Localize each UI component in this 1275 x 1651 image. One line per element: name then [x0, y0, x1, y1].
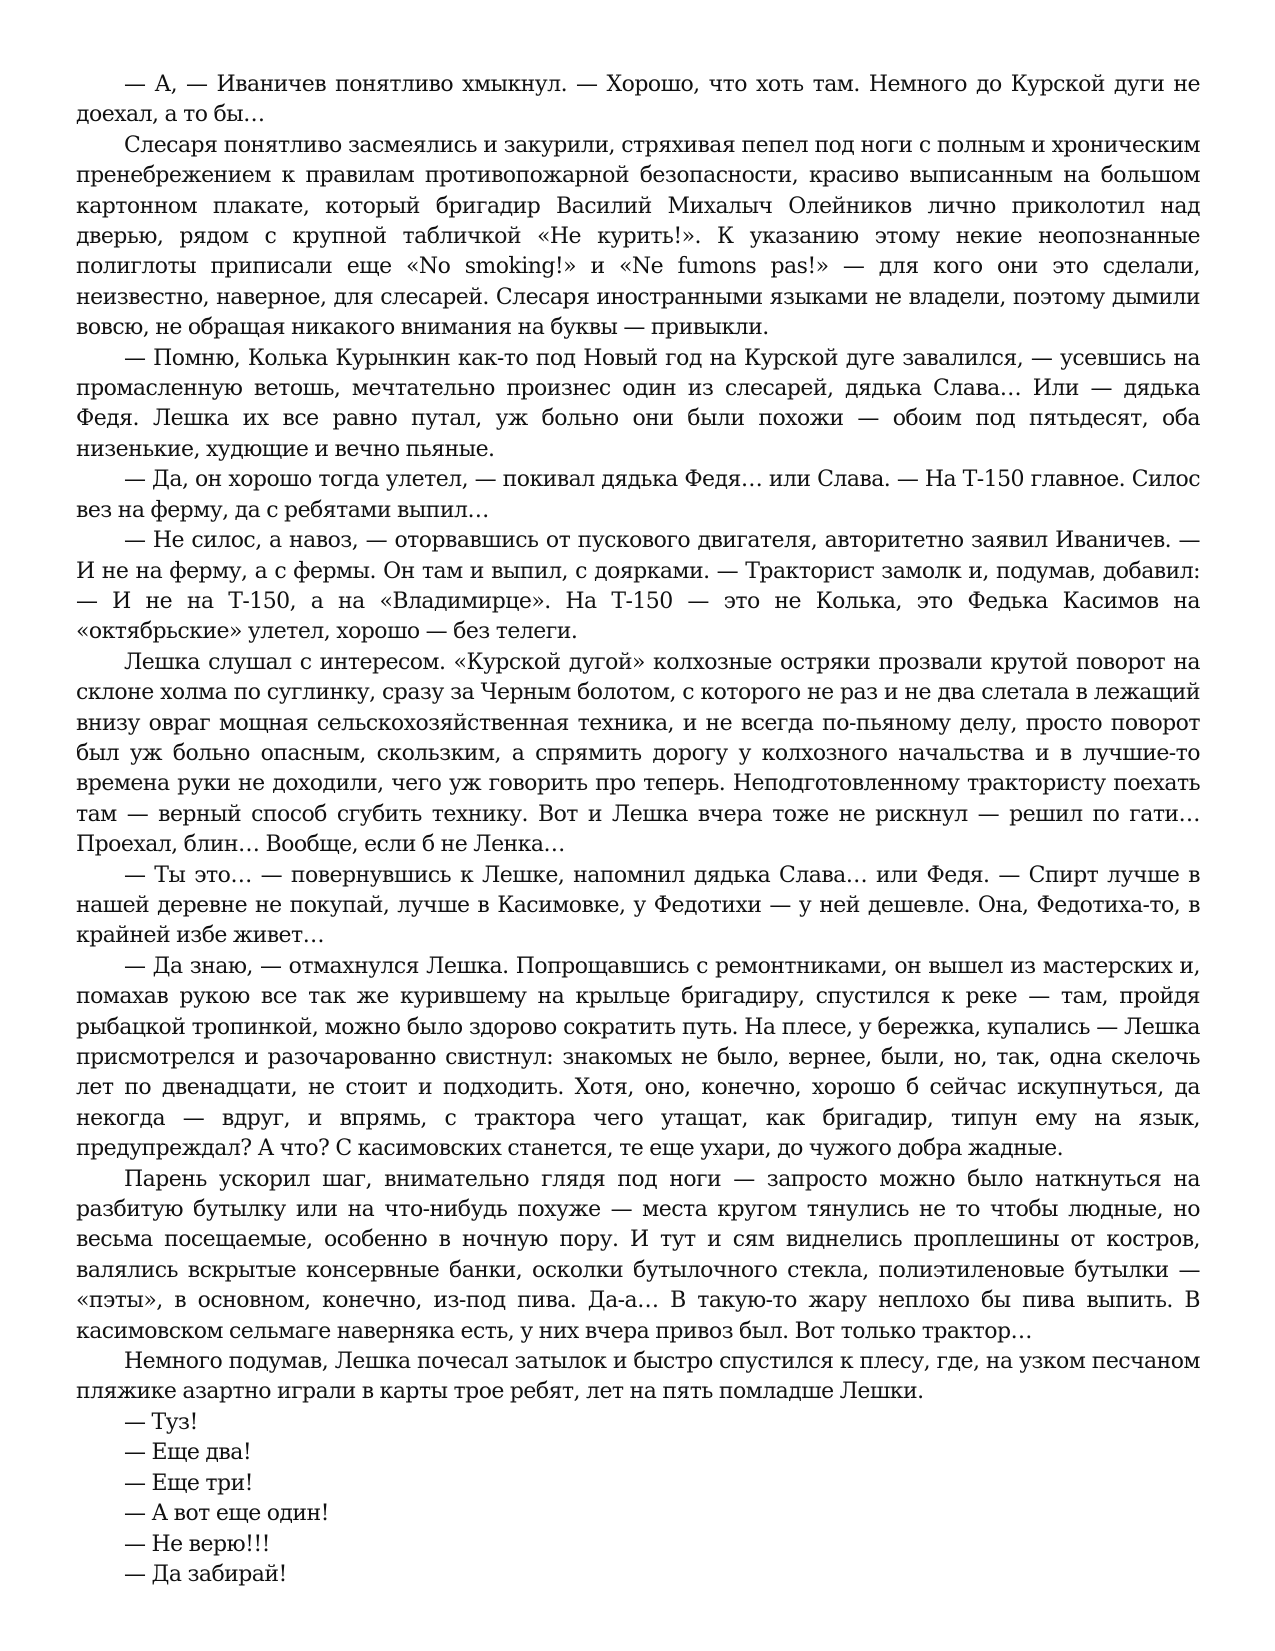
paragraph: — Ты это… — повернувшись к Лешке, напомнил дядька Слава… или Федя. — Спирт лучше в нашей деревне не покупай, лучше в Касимовке, у Федотихи — у ней дешевле. Она, Федотиха-то, в крайней избе живет…: [76, 862, 1200, 949]
paragraph: — Помню, Колька Курынкин как-то под Новый год на Курской дуге завалился, — усевшись на промасленную ветошь, мечтательно произнес один из слесарей, дядька Слава… Или — дядька Федя. Лешка их все равно путал, уж больно они были похожи — обоим под пятьдесят, оба низенькие, худющие и вечно пьяные.: [76, 345, 1200, 462]
dialogue-line: — Еще два!: [124, 1440, 252, 1466]
paragraph: Слесаря понятливо засмеялись и закурили, стряхивая пепел под ноги с полным и хроническим пренебрежением к правилам противопожарной безопасности, красиво выписанным на большом картонном плакате, который бригадир Василий Михалыч Олейников лично приколотил над дверью, рядом с крупной табличкой «Не курить!». К указанию этому некие неопознанные полиглоты приписали еще «No smoking!» и «Ne fumons pas!» — для кого они это сделали, неизвестно, наверное, для слесарей. Слесаря иностранными языками не владели, поэтому дымили вовсю, не обращая никакого внимания на буквы — привыкли.: [76, 132, 1200, 341]
paragraph: — Да, он хорошо тогда улетел, — покивал дядька Федя… или Слава. — На Т-150 главное. Силос вез на ферму, да с ребятами выпил…: [76, 467, 1200, 523]
paragraph: Парень ускорил шаг, внимательно глядя под ноги — запросто можно было наткнуться на разбитую бутылку или на что-нибудь похуже — места кругом тянулись не то чтобы людные, но весьма посещаемые, особенно в ночную пору. И тут и сям виднелись проплешины от костров, валялись вскрытые консервные банки, осколки бутылочного стекла, полиэтиленовые бутылки — «пэты», в основном, конечно, из-под пива. Да-а… В такую-то жару неплохо бы пива выпить. В касимовском сельмаге наверняка есть, у них вчера привоз был. Вот только трактор…: [76, 1166, 1200, 1344]
paragraph: Лешка слушал с интересом. «Курской дугой» колхозные остряки прозвали крутой поворот на склоне холма по суглинку, сразу за Черным болотом, с которого не раз и не два слетала в лежащий внизу овраг мощная сельскохозяйственная техника, и не всегда по-пьяному делу, просто поворот был уж больно опасным, скользким, а спрямить дорогу у колхозного начальства и в лучшие-то времена руки не доходили, чего уж говорить про теперь. Неподготовленному трактористу поехать там — верный способ сгубить технику. Вот и Лешка вчера тоже не рискнул — решил по гати… Проехал, блин… Вообще, если б не Ленка…: [76, 649, 1200, 858]
paragraph: — Не силос, а навоз, — оторвавшись от пускового двигателя, авторитетно заявил Иваничев. — И не на ферму, а с фермы. Он там и выпил, с доярками. — Тракторист замолк и, подумав, добавил: — И не на Т-150, а на «Владимирце». На Т-150 — это не Колька, это Федька Касимов на «октябрьские» улетел, хорошо — без телеги.: [76, 528, 1200, 645]
paragraph: — А, — Иваничев понятливо хмыкнул. — Хорошо, что хоть там. Немного до Курской дуги не доехал, а то бы…: [76, 72, 1200, 128]
paragraph: — Да знаю, — отмахнулся Лешка. Попрощавшись с ремонтниками, он вышел из мастерских и, помахав рукою все так же курившему на крыльце бригадиру, спустился к реке — там, пройдя рыбацкой тропинкой, можно было здорово сократить путь. На плесе, у бережка, купались — Лешка присмотрелся и разочарованно свистнул: знакомых не было, вернее, были, но, так, одна скелочь лет по двенадцати, не стоит и подходить. Хотя, оно, конечно, хорошо б сейчас искупнуться, да некогда — вдруг, и впрямь, с трактора чего утащат, как бригадир, типун ему на язык, предупреждал? А что? С касимовских станется, те еще ухари, до чужого добра жадные.: [76, 953, 1200, 1162]
dialogue-line: — Туз!: [124, 1409, 198, 1435]
dialogue-line: — Да забирай!: [124, 1561, 287, 1587]
dialogue-line: — Не верю!!!: [124, 1531, 270, 1557]
paragraph: Немного подумав, Лешка почесал затылок и быстро спустился к плесу, где, на узком песчаном пляжике азартно играли в карты трое ребят, лет на пять помладше Лешки.: [76, 1349, 1200, 1405]
dialogue-line: — Еще три!: [124, 1470, 253, 1496]
document-page: [76, 70, 1200, 1590]
dialogue-line: — А вот еще один!: [124, 1501, 329, 1527]
